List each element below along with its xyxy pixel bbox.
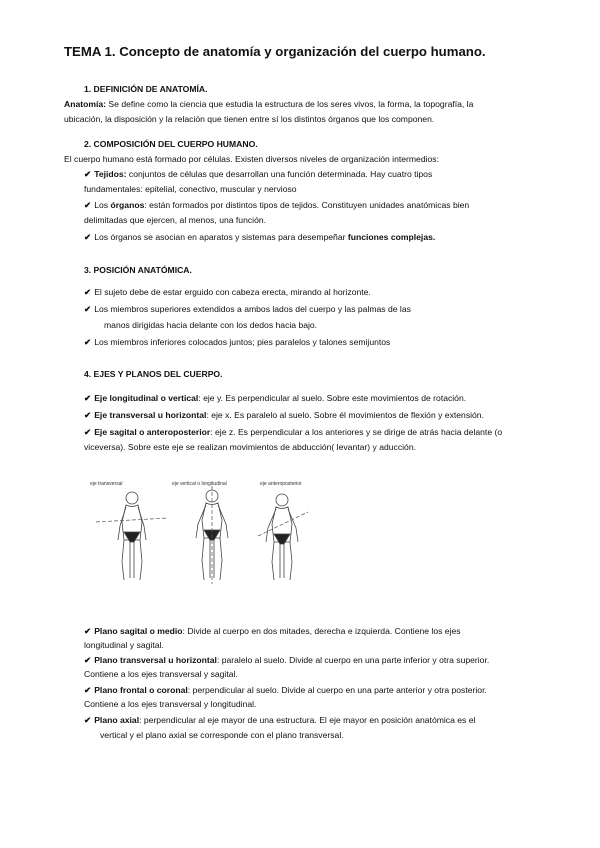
bullet-organos-line-2: delimitadas que ejercen, al menos, una función. — [84, 215, 267, 225]
text: : eje x. Es paralelo al suelo. Sobre él movimientos de flexión y extensión. — [206, 410, 484, 420]
check-icon: ✔ — [84, 685, 92, 695]
text: Los órganos se asocian en aparatos y sistemas para desempeñar — [94, 232, 348, 242]
term: Eje sagital o anteroposterior — [94, 427, 211, 437]
axis-longitudinal — [84, 391, 466, 406]
section-2-heading: 2. COMPOSICIÓN DEL CUERPO HUMANO. — [84, 139, 258, 149]
term: Plano frontal o coronal — [94, 685, 188, 695]
anteroposterior-axis-line — [258, 512, 308, 536]
bullet-tejidos — [84, 167, 432, 182]
check-icon: ✔ — [84, 337, 92, 347]
axis-sagital-line-2: viceversa). Sobre este eje se realizan movimientos de abducción( levantar) y aducción. — [84, 442, 416, 452]
text: Los miembros superiores extendidos a ambos lados del cuerpo y las palmas de las — [94, 304, 411, 314]
check-icon: ✔ — [84, 200, 92, 210]
plane-axial-line-2: vertical y el plano axial se corresponde con el plano transversal. — [100, 730, 344, 740]
text: : paralelo al suelo. Divide al cuerpo en una parte inferior y otra superior. — [216, 655, 490, 665]
plane-frontal — [84, 683, 487, 698]
plane-sagital-line-2: longitudinal y sagital. — [84, 640, 164, 650]
text: Los — [94, 200, 111, 210]
term: órganos — [110, 200, 145, 210]
plane-axial — [84, 713, 475, 728]
section-4-heading: 4. EJES Y PLANOS DEL CUERPO. — [84, 369, 223, 379]
text: conjuntos de células que desarrollan una función determinada. Hay cuatro tipos — [126, 169, 433, 179]
check-icon: ✔ — [84, 427, 92, 437]
term: Plano transversal u horizontal — [94, 655, 217, 665]
term: funciones complejas. — [347, 232, 436, 242]
term: Eje transversal u horizontal — [94, 410, 207, 420]
plane-frontal-line-2: Contiene a los ejes transversal y longitudinal. — [84, 699, 257, 709]
axis-sagital — [84, 425, 502, 440]
section-3-heading: 3. POSICIÓN ANATÓMICA. — [84, 265, 192, 275]
text: : Divide al cuerpo en dos mitades, derecha e izquierda. Contiene los ejes — [182, 626, 461, 636]
bullet-position-2 — [84, 302, 411, 317]
bullet-organos — [84, 198, 469, 213]
text: El sujeto debe de estar erguido con cabeza erecta, mirando al horizonte. — [94, 287, 371, 297]
plane-transversal — [84, 653, 489, 668]
check-icon: ✔ — [84, 232, 92, 242]
anatomy-definition-line-1 — [64, 97, 473, 112]
body-axes-figure — [82, 474, 342, 586]
transversal-axis-line — [96, 518, 168, 522]
term: Tejidos: — [94, 169, 127, 179]
plane-transversal-line-2: Contiene a los ejes transversal y sagital. — [84, 669, 238, 679]
check-icon: ✔ — [84, 410, 92, 420]
plane-sagital — [84, 624, 461, 639]
text: Los miembros inferiores colocados juntos; pies paralelos y talones semijuntos — [94, 337, 391, 347]
human-figure-3 — [266, 494, 298, 580]
section-1-heading: 1. DEFINICIÓN DE ANATOMÍA. — [84, 84, 208, 94]
text: : perpendicular al suelo. Divide al cuerpo en una parte anterior y otra posterior. — [187, 685, 487, 695]
caption-eje-transversal: eje transversal — [90, 481, 123, 487]
bullet-position-1 — [84, 285, 371, 300]
text: Se define como la ciencia que estudia la estructura de los seres vivos, la forma, la topografía, la — [106, 99, 474, 109]
human-figure-1 — [118, 492, 146, 580]
caption-eje-vertical: eje vertical o longitudinal — [172, 481, 227, 487]
bullet-tejidos-line-2: fundamentales: epitelial, conectivo, muscular y nervioso — [84, 184, 297, 194]
composition-intro: El cuerpo humano está formado por células. Existen diversos niveles de organización intermedios: — [64, 154, 439, 164]
text: : están formados por distintos tipos de tejidos. Constituyen unidades anatómicas bien — [144, 200, 470, 210]
anatomy-definition-line-2: ubicación, la disposición y la relación que tienen entre sí los distintos órganos que los componen. — [64, 114, 435, 124]
bullet-position-3 — [84, 335, 390, 350]
term-anatomia: Anatomía: — [64, 99, 107, 109]
bullet-aparatos — [84, 230, 435, 245]
check-icon: ✔ — [84, 304, 92, 314]
check-icon: ✔ — [84, 715, 92, 725]
axis-transversal — [84, 408, 484, 423]
text: : eje z. Es perpendicular a los anteriores y se dirige de atrás hacia delante (o — [210, 427, 503, 437]
text: : perpendicular al eje mayor de una estructura. El eje mayor en posición anatómica es el — [139, 715, 476, 725]
term: Plano sagital o medio — [94, 626, 183, 636]
term: Plano axial — [94, 715, 140, 725]
check-icon: ✔ — [84, 169, 92, 179]
check-icon: ✔ — [84, 287, 92, 297]
caption-eje-anteroposterior: eje anteroposterior — [260, 481, 302, 487]
text: : eje y. Es perpendicular al suelo. Sobre este movimientos de rotación. — [198, 393, 467, 403]
check-icon: ✔ — [84, 655, 92, 665]
page-title: TEMA 1. Concepto de anatomía y organización del cuerpo humano. — [64, 44, 486, 59]
check-icon: ✔ — [84, 393, 92, 403]
term: Eje longitudinal o vertical — [94, 393, 199, 403]
check-icon: ✔ — [84, 626, 92, 636]
bullet-position-2-line-2: manos dirigidas hacia delante con los dedos hacia bajo. — [104, 320, 318, 330]
